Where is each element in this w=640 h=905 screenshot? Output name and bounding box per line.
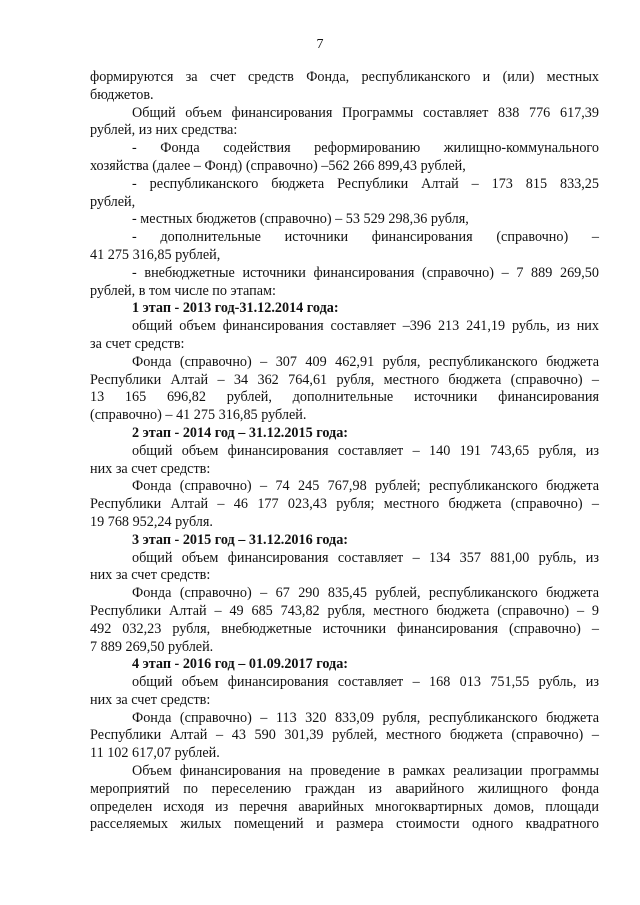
text-line: формируются за счет средств Фонда, республиканского и (или) местных [90, 69, 599, 85]
text-line: 492 032,23 рубля, внебюджетные источники финансирования (справочно) – [90, 620, 599, 637]
text-line: общий объем финансирования составляет – 134 357 881,00 рубль, из [132, 549, 599, 566]
text-line: Фонда (справочно) – 307 409 462,91 рубля, республиканского бюджета [132, 353, 599, 370]
text-line: 11 102 617,07 рублей. [90, 745, 220, 762]
text-line: них за счет средств: [90, 460, 211, 477]
text-line: них за счет средств: [90, 567, 211, 584]
text-line: Фонда (справочно) – 74 245 767,98 рублей; республиканского бюджета [132, 478, 599, 495]
text-line: Объем финансирования на проведение в рамках реализации программы [132, 763, 599, 780]
text-line: общий объем финансирования составляет – 140 191 743,65 рубля, из [132, 442, 599, 459]
text-line: Республики Алтай – 43 590 301,39 рублей, местного бюджета (справочно) – [90, 727, 599, 744]
text-line: 41 275 316,85 рублей, [90, 246, 221, 263]
text-line: 7 889 269,50 рублей. [90, 638, 214, 655]
document-body [90, 69, 599, 834]
text-line: - дополнительные источники финансирования (справочно) – [132, 229, 599, 246]
stage-heading-line: 3 этап - 2015 год – 31.12.2016 года: [132, 531, 349, 548]
text-line: Республики Алтай – 49 685 743,82 рубля, местного бюджета (справочно) – 9 [90, 602, 599, 619]
text-line: Фонда (справочно) – 67 290 835,45 рублей, республиканского бюджета [132, 585, 599, 602]
text-line: - местных бюджетов (справочно) – 53 529 298,36 рубля, [132, 211, 469, 228]
stage-heading-line: 1 этап - 2013 год-31.12.2014 года: [132, 300, 339, 317]
text-line: Фонда (справочно) – 113 320 833,09 рубля, республиканского бюджета [132, 709, 599, 726]
text-line: Республики Алтай – 34 362 764,61 рубля, местного бюджета (справочно) – [90, 371, 599, 388]
text-line: Республики Алтай – 46 177 023,43 рубля; местного бюджета (справочно) – [90, 496, 599, 513]
text-line: за счет средств: [90, 335, 185, 352]
text-line: расселяемых жилых помещений и размера стоимости одного квадратного [90, 816, 599, 833]
text-line: рублей, из них средства: [90, 122, 238, 139]
stage-heading-line: 4 этап - 2016 год – 01.09.2017 года: [132, 656, 349, 673]
text-line: бюджетов. [90, 86, 154, 103]
page-number: 7 [316, 37, 324, 52]
text-line: 13 165 696,82 рублей, дополнительные источники финансирования [90, 389, 599, 406]
text-line: 19 768 952,24 рубля. [90, 513, 213, 530]
text-line: мероприятий по переселению граждан из аварийного жилищного фонда [90, 780, 599, 797]
text-line: определен исходя из перечня аварийных многоквартирных домов, площади [90, 798, 599, 815]
text-line: рублей, в том числе по этапам: [90, 282, 276, 299]
text-line: (справочно) – 41 275 316,85 рублей. [90, 407, 307, 424]
text-line: - республиканского бюджета Республики Алтай – 173 815 833,25 [132, 175, 599, 192]
text-line: общий объем финансирования составляет –396 213 241,19 рубль, из них [132, 318, 599, 335]
stage-heading-line: 2 этап - 2014 год – 31.12.2015 года: [132, 424, 349, 441]
text-line: - внебюджетные источники финансирования (справочно) – 7 889 269,50 [132, 264, 599, 281]
text-line: - Фонда содействия реформированию жилищно-коммунального [132, 140, 599, 157]
text-line: них за счет средств: [90, 691, 211, 708]
text-line: хозяйства (далее – Фонд) (справочно) –562 266 899,43 рублей, [90, 157, 466, 174]
text-line: Общий объем финансирования Программы составляет 838 776 617,39 [132, 104, 599, 121]
text-line: рублей, [90, 193, 136, 210]
text-line: общий объем финансирования составляет – 168 013 751,55 рубль, из [132, 674, 599, 691]
